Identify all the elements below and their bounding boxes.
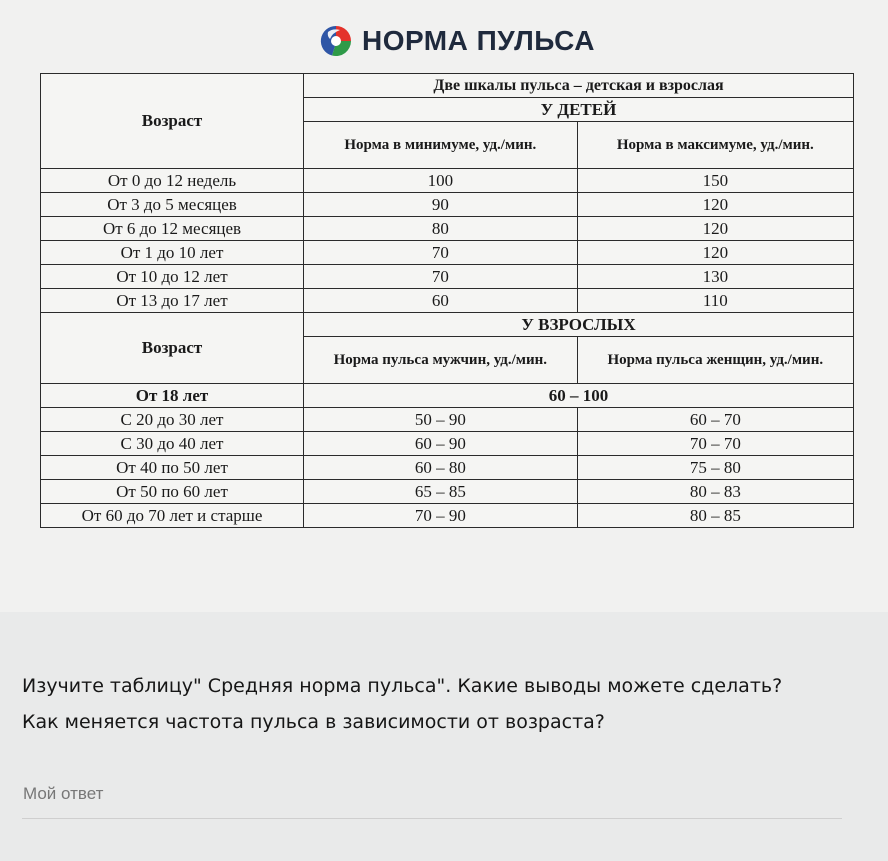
age-cell: От 13 до 17 лет <box>41 289 304 313</box>
men-cell: 60 – 90 <box>304 432 578 456</box>
women-cell: 70 – 70 <box>577 432 853 456</box>
table-row <box>41 408 854 432</box>
min-cell: 70 <box>304 241 578 265</box>
table-row <box>41 384 854 408</box>
max-cell: 130 <box>577 265 853 289</box>
age-cell: От 18 лет <box>41 384 304 408</box>
adults-title: У ВЗРОСЛЫХ <box>304 313 854 337</box>
logo-icon <box>318 23 354 59</box>
table-row <box>41 217 854 241</box>
min-cell: 70 <box>304 265 578 289</box>
logo <box>318 18 595 64</box>
men-cell: 65 – 85 <box>304 480 578 504</box>
table-row <box>41 456 854 480</box>
max-cell: 120 <box>577 193 853 217</box>
min-cell: 100 <box>304 169 578 193</box>
table-row <box>41 265 854 289</box>
women-header: Норма пульса женщин, уд./мин. <box>577 337 853 384</box>
men-header: Норма пульса мужчин, уд./мин. <box>304 337 578 384</box>
answer-underline <box>22 818 842 819</box>
max-cell: 150 <box>577 169 853 193</box>
min-cell: 80 <box>304 217 578 241</box>
age-cell: От 60 до 70 лет и старше <box>41 504 304 528</box>
table-row <box>41 193 854 217</box>
children-max-header: Норма в максимуме, уд./мин. <box>577 122 853 169</box>
age-cell: От 40 по 50 лет <box>41 456 304 480</box>
women-cell: 60 – 70 <box>577 408 853 432</box>
answer-input[interactable]: Мой ответ <box>23 784 104 803</box>
age-cell: С 30 до 40 лет <box>41 432 304 456</box>
children-title: У ДЕТЕЙ <box>304 98 854 122</box>
question-line-2: Как меняется частота пульса в зависимости от возраста? <box>22 711 605 733</box>
age-cell: С 20 до 30 лет <box>41 408 304 432</box>
table-row <box>41 74 854 98</box>
scales-title: Две шкалы пульса – детская и взрослая <box>304 74 854 98</box>
max-cell: 120 <box>577 241 853 265</box>
age-header-adults: Возраст <box>41 313 304 384</box>
question-text <box>22 668 872 740</box>
table-row <box>41 504 854 528</box>
men-cell: 70 – 90 <box>304 504 578 528</box>
range-cell: 60 – 100 <box>304 384 854 408</box>
max-cell: 120 <box>577 217 853 241</box>
table-row <box>41 432 854 456</box>
logo-title: НОРМА ПУЛЬСА <box>362 25 595 56</box>
children-min-header: Норма в минимуме, уд./мин. <box>304 122 578 169</box>
age-cell: От 0 до 12 недель <box>41 169 304 193</box>
max-cell: 110 <box>577 289 853 313</box>
age-cell: От 50 по 60 лет <box>41 480 304 504</box>
age-header: Возраст <box>41 74 304 169</box>
table-row <box>41 241 854 265</box>
question-line-1: Изучите таблицу" Средняя норма пульса". Какие выводы можете сделать? <box>22 675 783 697</box>
table-row <box>41 480 854 504</box>
age-cell: От 6 до 12 месяцев <box>41 217 304 241</box>
min-cell: 60 <box>304 289 578 313</box>
table-row <box>41 169 854 193</box>
women-cell: 80 – 85 <box>577 504 853 528</box>
table-row <box>41 313 854 337</box>
women-cell: 75 – 80 <box>577 456 853 480</box>
table-row <box>41 289 854 313</box>
women-cell: 80 – 83 <box>577 480 853 504</box>
min-cell: 90 <box>304 193 578 217</box>
age-cell: От 1 до 10 лет <box>41 241 304 265</box>
age-cell: От 3 до 5 месяцев <box>41 193 304 217</box>
pulse-norm-table <box>40 73 854 528</box>
men-cell: 50 – 90 <box>304 408 578 432</box>
men-cell: 60 – 80 <box>304 456 578 480</box>
age-cell: От 10 до 12 лет <box>41 265 304 289</box>
